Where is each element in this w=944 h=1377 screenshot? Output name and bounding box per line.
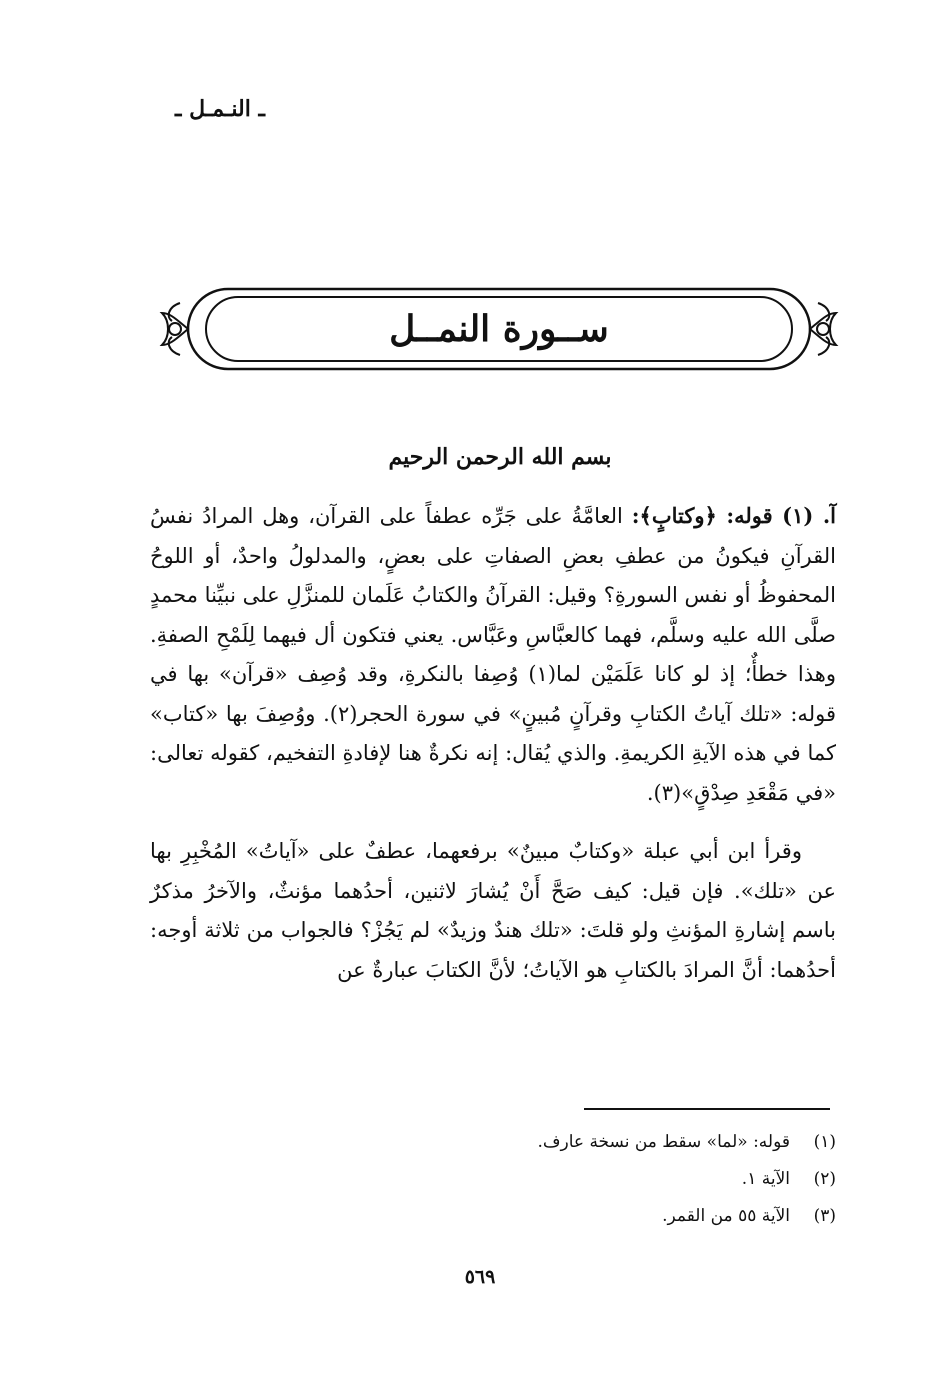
footnote-text: قوله: «لما» سقط من نسخة عارف. [537, 1132, 790, 1152]
paragraph-1 [150, 496, 836, 813]
paragraph-1-text: العامَّةُ على جَرِّه عطفاً على القرآن، وهل المرادُ نفسُ القرآنِ فيكونُ من عطفِ بعضِ الصفاتِ على بعضٍ، والمدلولُ واحدٌ، أو اللوحُ المحفوظُ أو نفس السورةِ؟ وقيل: القرآنُ والكتابُ عَلَمان للمنزَّلِ على نبيِّنا محمدٍ صلَّى الله عليه وسلَّم، فهما كالعبَّاسِ وعَبَّاس. يعني فتكون أل فيهما لِلَمْحِ الصفةِ. وهذا خطأٌ؛ إذ لو كانا عَلَمَيْن لما(١) وُصِفا بالنكرةِ، وقد وُصِف «قرآن» بها في قوله: «تلك آياتُ الكتابِ وقرآنٍ مُبينٍ» في سورة الحجر(٢). ووُصِفَ بها «كتاب» كما في هذه الآيةِ الكريمةِ. والذي يُقال: إنه نكرةٌ هنا لإفادةِ التفخيم، كقوله تعالى: «في مَقْعَدِ صِدْقٍ»(٣). [150, 504, 836, 805]
basmala: بسم الله الرحمن الرحيم [388, 444, 612, 470]
paragraph-2-text: وقرأ ابن أبي عبلة «وكتابٌ مبينٌ» برفعهما، عطفٌ على «آياتُ» المُخْبِرِ بها عن «تلك». فإن قيل: كيف صَحَّ أَنْ يُشارَ لاثنين، أحدُهما مؤنثٌ، والآخرُ مذكرٌ باسم إشارةِ المؤنثِ ولو قلتَ: «تلك هندٌ وزيدٌ» لم يَجُزْ؟ فالجواب من ثلاثة أوجه: أحدُهما: أنَّ المرادَ بالكتابِ هو الآياتُ؛ لأنَّ الكتابَ عبارةٌ عن [150, 839, 836, 982]
paragraph-2 [150, 832, 836, 990]
verse-reference: آ. (١) قوله: ﴿وكتابٍ﴾: [631, 503, 836, 528]
footnote-number: (٢) [813, 1169, 836, 1189]
footnote-number: (٣) [813, 1206, 836, 1226]
surah-title-frame [158, 283, 840, 375]
footnote-text: الآية ٥٥ من القمر. [662, 1206, 790, 1226]
footnote-text: الآية ١. [741, 1169, 790, 1189]
commentary-body [150, 496, 836, 1009]
surah-title: ســورة النمــل [389, 308, 609, 350]
footnotes [336, 1124, 836, 1235]
footnote-item [336, 1161, 836, 1198]
footnote-item [336, 1198, 836, 1235]
footnote-divider [584, 1108, 830, 1110]
footnote-number: (١) [813, 1132, 836, 1152]
footnote-item [336, 1124, 836, 1161]
running-header: ـ النـمـل ـ [175, 96, 265, 122]
page-number: ٥٦٩ [464, 1266, 496, 1288]
